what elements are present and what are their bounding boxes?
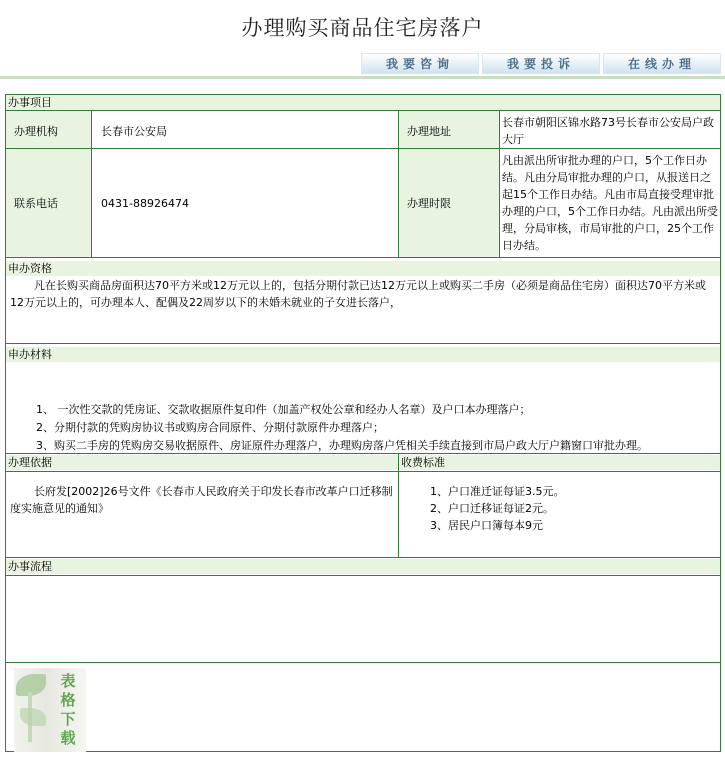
org-value: 长春市公安局 — [101, 125, 167, 138]
time-limit-value: 凡由派出所审批办理的户口，5个工作日办结。凡由分局审批办理的户口，从报送日之起15个工作日办结。凡由市局直接受理审批办理的户口，5个工作日办结。凡由派出所受理，分局审核，市局审批的户口，25个工作日办结。 — [502, 154, 718, 252]
material-item: 2、分期付款的凭购房协议书或购房合同原件、分期付款原件办理落户； — [36, 421, 384, 434]
basis-text: 长府发[2002]26号文件《长春市人民政府关于印发长春市改革户口迁移制度实施意见的通知》 — [10, 485, 393, 515]
leaf-decoration — [20, 708, 46, 726]
fee-item: 1、户口准迁证每证3.5元。 — [430, 485, 565, 498]
consult-button[interactable]: 我要咨询 — [361, 53, 479, 74]
section-header-fees: 收费标准 — [399, 455, 720, 470]
section-header-items: 办事项目 — [6, 95, 720, 110]
time-limit-label: 办理时限 — [407, 197, 451, 210]
service-info-table — [5, 94, 721, 752]
material-item: 3、购买二手房的凭购房交易收据原件、房证原件办理落户，办理购房落户凭相关手续直接到市局户政大厅户籍窗口审批办理。 — [36, 439, 648, 452]
fee-item: 2、户口迁移证每证2元。 — [430, 502, 554, 515]
section-header-basis: 办理依据 — [6, 455, 398, 470]
section-header-qualification: 申办资格 — [6, 261, 720, 276]
material-item: 1、 一次性交款的凭房证、交款收据原件复印件（加盖产权处公章和经办人名章）及户口本办理落户； — [36, 403, 531, 416]
online-apply-button[interactable]: 在线办理 — [603, 53, 721, 74]
org-label: 办理机构 — [14, 125, 58, 138]
qualification-text: 凡在长购买商品房面积达70平方米或12万元以上的，包括分期付款已达12万元以上或购买二手房（必须是商品住宅房）面积达70平方米或12万元以上的，可办理本人、配偶及22周岁以下的未婚未就业的子女进长落户， — [10, 279, 706, 309]
section-header-process: 办事流程 — [6, 559, 720, 574]
page-title: 办理购买商品住宅房落户 — [241, 16, 484, 40]
form-download-label: 表格下载 — [60, 672, 76, 747]
section-header-materials: 申办材料 — [6, 347, 720, 362]
fee-item: 3、居民户口簿每本9元 — [430, 519, 543, 532]
phone-label: 联系电话 — [14, 197, 58, 210]
address-label: 办理地址 — [407, 125, 451, 138]
form-download-button[interactable] — [14, 668, 86, 752]
phone-value: 0431-88926474 — [101, 197, 189, 210]
address-value: 长春市朝阳区锦水路73号长春市公安局户政大厅 — [502, 116, 714, 146]
complain-button[interactable]: 我要投诉 — [482, 53, 600, 74]
